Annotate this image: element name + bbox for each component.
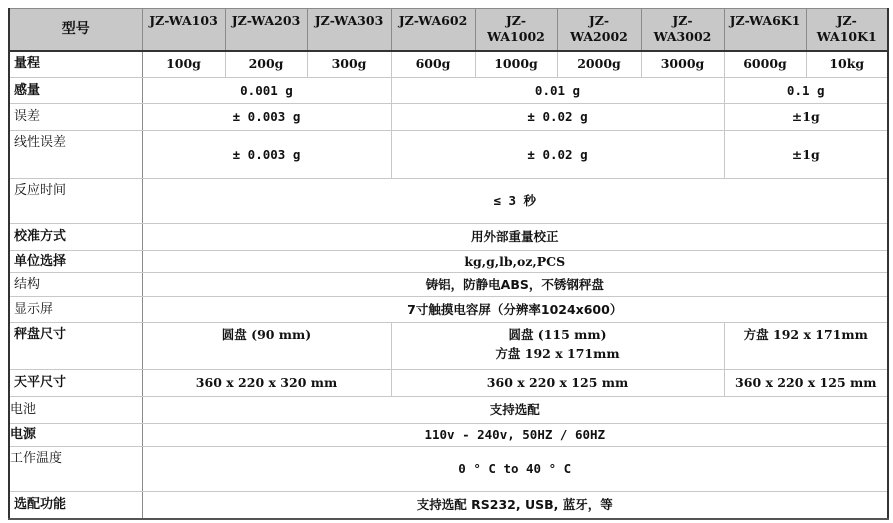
error-cell: ±1g	[724, 104, 888, 131]
model-header: JZ-WA103	[142, 9, 225, 51]
linearity-cell: ± 0.003 g	[142, 131, 391, 179]
capacity-cell: 10kg	[806, 51, 888, 78]
row-response-time	[9, 179, 888, 224]
model-header: JZ-WA6K1	[724, 9, 806, 51]
balance-size-cell: 360 x 220 x 320 mm	[142, 370, 391, 397]
spec-table	[8, 8, 889, 520]
row-structure	[9, 273, 888, 297]
capacity-cell: 3000g	[641, 51, 724, 78]
calibration-cell: 用外部重量校正	[142, 224, 888, 251]
row-battery	[9, 397, 888, 424]
balance-size-cell: 360 x 220 x 125 mm	[724, 370, 888, 397]
model-header: JZ- WA1002	[475, 9, 557, 51]
model-header: JZ-WA602	[391, 9, 475, 51]
capacity-cell: 6000g	[724, 51, 806, 78]
power-cell: 110v - 240v, 50HZ / 60HZ	[142, 424, 888, 447]
row-label: 选配功能	[9, 492, 142, 519]
row-display	[9, 297, 888, 323]
model-header: JZ- WA3002	[641, 9, 724, 51]
row-units	[9, 251, 888, 273]
row-label: 线性误差	[9, 131, 142, 179]
capacity-cell: 600g	[391, 51, 475, 78]
error-cell: ± 0.02 g	[391, 104, 724, 131]
units-cell: kg,g,lb,oz,PCS	[142, 251, 888, 273]
row-label: 校准方式	[9, 224, 142, 251]
row-power	[9, 424, 888, 447]
row-label: 天平尺寸	[9, 370, 142, 397]
row-capacity	[9, 51, 888, 78]
row-linearity	[9, 131, 888, 179]
pan-size-line: 圆盘 (115 mm)	[508, 327, 607, 342]
row-label: 工作温度	[9, 447, 142, 492]
row-label: 结构	[9, 273, 142, 297]
pan-size-cell	[391, 323, 724, 370]
readability-cell: 0.001 g	[142, 78, 391, 104]
error-cell: ± 0.003 g	[142, 104, 391, 131]
header-row	[9, 9, 888, 51]
pan-size-cell: 方盘 192 x 171mm	[724, 323, 888, 370]
row-label: 电池	[9, 397, 142, 424]
row-balance-size	[9, 370, 888, 397]
model-header: JZ- WA2002	[557, 9, 641, 51]
row-label: 秤盘尺寸	[9, 323, 142, 370]
row-label: 显示屏	[9, 297, 142, 323]
model-header-label: 型号	[9, 9, 142, 51]
row-readability	[9, 78, 888, 104]
row-label: 感量	[9, 78, 142, 104]
row-label: 反应时间	[9, 179, 142, 224]
row-options	[9, 492, 888, 519]
balance-size-cell: 360 x 220 x 125 mm	[391, 370, 724, 397]
row-label: 误差	[9, 104, 142, 131]
row-label: 单位选择	[9, 251, 142, 273]
options-cell: 支持选配 RS232, USB, 蓝牙，等	[142, 492, 888, 519]
linearity-cell: ±1g	[724, 131, 888, 179]
response-time-cell: ≤ 3 秒	[142, 179, 888, 224]
capacity-cell: 2000g	[557, 51, 641, 78]
pan-size-cell: 圆盘 (90 mm)	[142, 323, 391, 370]
row-error	[9, 104, 888, 131]
readability-cell: 0.1 g	[724, 78, 888, 104]
structure-cell: 铸铝，防静电ABS，不锈钢秤盘	[142, 273, 888, 297]
display-cell: 7寸触摸电容屏（分辨率1024x600）	[142, 297, 888, 323]
capacity-cell: 300g	[307, 51, 391, 78]
row-label: 量程	[9, 51, 142, 78]
capacity-cell: 1000g	[475, 51, 557, 78]
battery-cell: 支持选配	[142, 397, 888, 424]
row-calibration	[9, 224, 888, 251]
capacity-cell: 100g	[142, 51, 225, 78]
operating-temp-cell: 0 ° C to 40 ° C	[142, 447, 888, 492]
readability-cell: 0.01 g	[391, 78, 724, 104]
model-header: JZ-WA303	[307, 9, 391, 51]
pan-size-line: 方盘 192 x 171mm	[495, 346, 620, 361]
row-label: 电源	[9, 424, 142, 447]
model-header: JZ-WA203	[225, 9, 307, 51]
row-operating-temp	[9, 447, 888, 492]
linearity-cell: ± 0.02 g	[391, 131, 724, 179]
model-header: JZ- WA10K1	[806, 9, 888, 51]
row-pan-size	[9, 323, 888, 370]
capacity-cell: 200g	[225, 51, 307, 78]
